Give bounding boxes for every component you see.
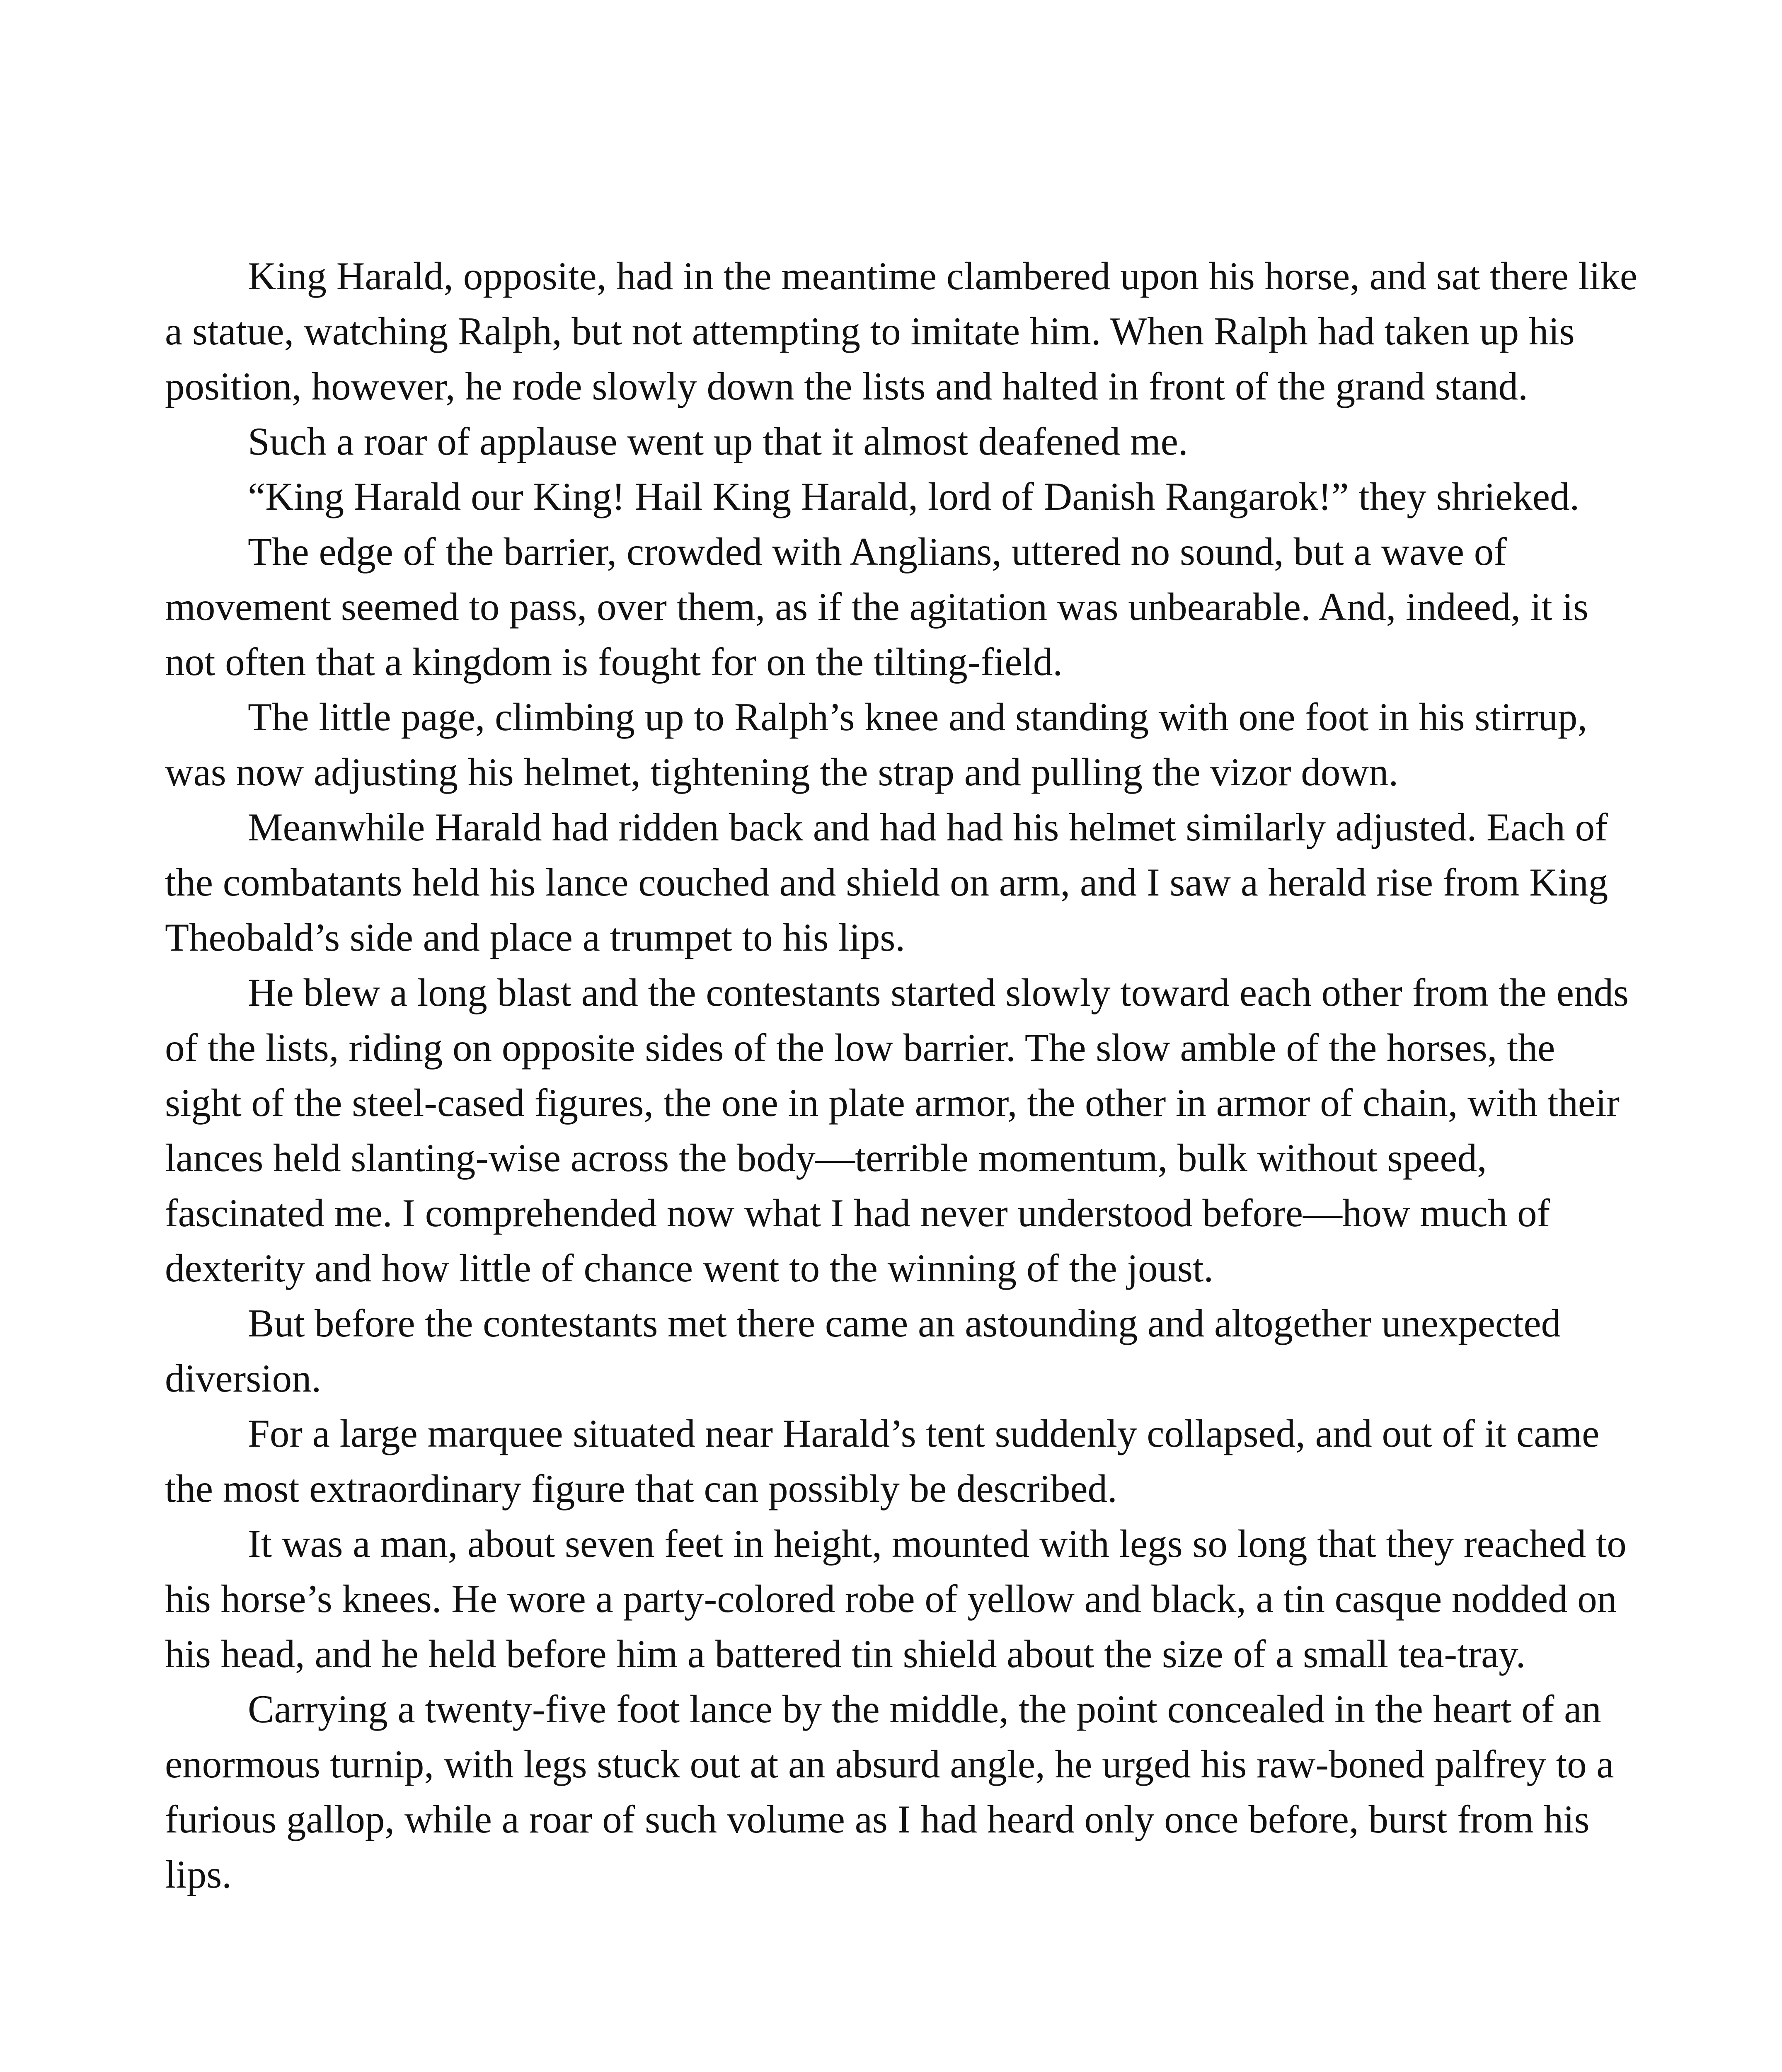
paragraph: Such a roar of applause went up that it almost deafened me.	[248, 419, 1188, 463]
paragraph: The edge of the barrier, crowded with Anglians, uttered no sound, but a wave of movement seemed to pass, over them, as if the agitation was unbearable. And, indeed, it is not often that a kingdom is fought for on the tilting-field.	[165, 530, 1588, 684]
paragraph: It was a man, about seven feet in height, mounted with legs so long that they reached to his horse’s knees. He wore a party-colored robe of yellow and black, a tin casque nodded on his head, and he held before him a battered tin shield about the size of a small tea-tray.	[165, 1522, 1627, 1676]
paragraph: He blew a long blast and the contestants started slowly toward each other from the ends of the lists, riding on opposite sides of the low barrier. The slow amble of the horses, the sight of the steel-cased figures, the one in plate armor, the other in armor of chain, with their lances held slanting-wise across the body—terrible momentum, bulk without speed, fascinated me. I comprehended now what I had never understood before—how much of dexterity and how little of chance went to the winning of the joust.	[165, 971, 1629, 1290]
paragraph: King Harald, opposite, had in the meantime clambered upon his horse, and sat there like a statue, watching Ralph, but not attempting to imitate him. When Ralph had taken up his position, however, he rode slowly down the lists and halted in front of the grand stand.	[165, 254, 1638, 408]
body-text	[165, 249, 1640, 1902]
paragraph: The little page, climbing up to Ralph’s knee and standing with one foot in his stirrup, was now adjusting his helmet, tightening the strap and pulling the vizor down.	[165, 695, 1588, 794]
paragraph: “King Harald our King! Hail King Harald, lord of Danish Rangarok!” they shrieked.	[248, 474, 1580, 518]
paragraph: Meanwhile Harald had ridden back and had had his helmet similarly adjusted. Each of the combatants held his lance couched and shield on arm, and I saw a herald rise from King Theobald’s side and place a trumpet to his lips.	[165, 805, 1608, 959]
paragraph: Carrying a twenty-five foot lance by the middle, the point concealed in the heart of an enormous turnip, with legs stuck out at an absurd angle, he urged his raw-boned palfrey to a furious gallop, while a roar of such volume as I had heard only once before, burst from his lips.	[165, 1687, 1614, 1896]
paragraph: For a large marquee situated near Harald’s tent suddenly collapsed, and out of it came the most extraordinary figure that can possibly be described.	[165, 1411, 1600, 1510]
paragraph: But before the contestants met there came an astounding and altogether unexpected diversion.	[165, 1301, 1561, 1400]
